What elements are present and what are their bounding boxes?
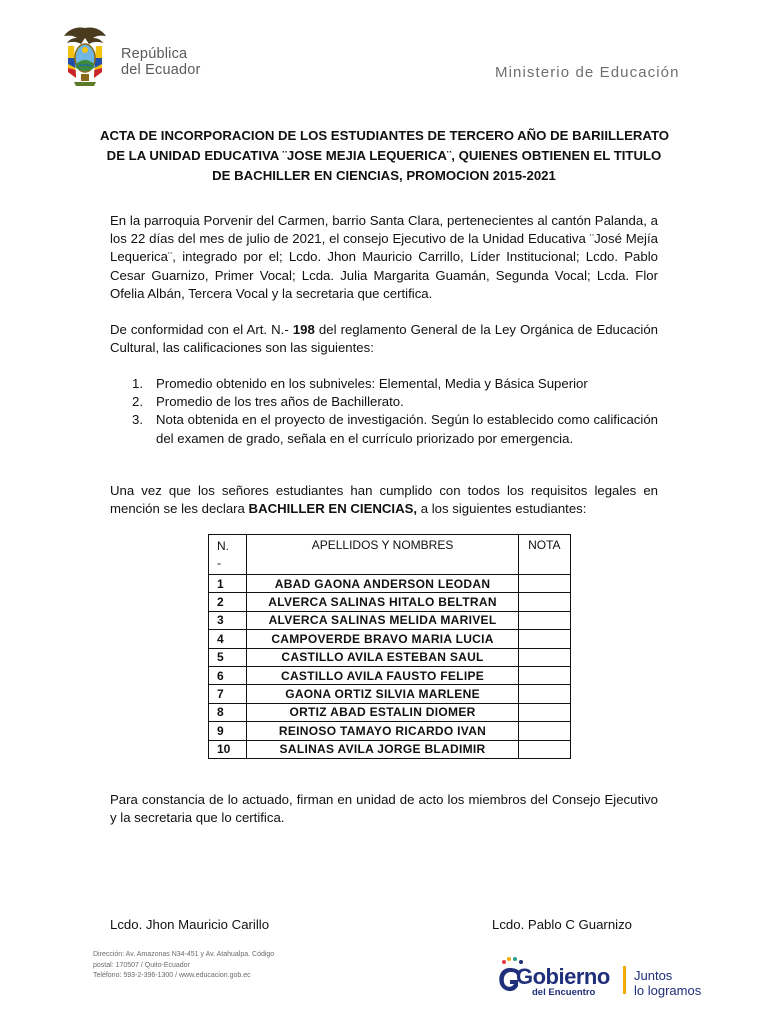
header-number: N. - [209,535,247,575]
table-row [209,648,571,666]
table-row [209,630,571,648]
gobierno-subtitle: del Encuentro [532,987,596,998]
regulation-text-before: De conformidad con el Art. N.- [110,322,293,337]
student-grade [518,648,570,666]
student-name: CASTILLO AVILA FAUSTO FELIPE [247,666,518,684]
students-table [208,534,571,759]
list-item [110,375,658,393]
list-item-text: Nota obtenida en el proyecto de investigación. Según lo establecido como calificación del examen de grado, señala en el currículo priorizado por emergencia. [156,412,658,446]
gobierno-word: Gobierno [516,964,610,989]
table-row [209,666,571,684]
address-line-3: Teléfono: 593-2-396-1300 / www.educacion.gob.ec [93,972,251,979]
closing-paragraph: Para constancia de lo actuado, firman en unidad de acto los miembros del Consejo Ejecutivo y la secretaria que lo certifica. [110,792,658,826]
row-number: 5 [209,648,247,666]
student-grade [518,740,570,758]
logo-divider [623,966,626,994]
signature-leader: Lcdo. Jhon Mauricio Carillo [110,917,270,932]
table-row [209,611,571,629]
ecuador-coat-of-arms-icon [62,24,108,88]
header-names: APELLIDOS Y NOMBRES [247,535,518,575]
row-number: 3 [209,611,247,629]
document-title [100,126,668,186]
row-number: 7 [209,685,247,703]
student-grade [518,575,570,593]
list-item-number: 3. [132,412,143,428]
table-row [209,593,571,611]
student-grade [518,685,570,703]
student-grade [518,666,570,684]
student-name: SALINAS AVILA JORGE BLADIMIR [247,740,518,758]
student-grade [518,593,570,611]
student-name: GAONA ORTIZ SILVIA MARLENE [247,685,518,703]
list-item [110,393,658,411]
signature-first-vocal: Lcdo. Pablo C Guarnizo [492,917,633,932]
student-name: REINOSO TAMAYO RICARDO IVAN [247,722,518,740]
student-grade [518,703,570,721]
student-grade [518,630,570,648]
table-row [209,685,571,703]
student-name: CAMPOVERDE BRAVO MARIA LUCIA [247,630,518,648]
table-row [209,722,571,740]
republic-name-line1: República [121,46,188,62]
row-number: 2 [209,593,247,611]
regulation-text-after: del reglamento General de la Ley Orgánica de Educación Cultural, las calificaciones son las siguientes: [110,322,658,356]
student-name: CASTILLO AVILA ESTEBAN SAUL [247,648,518,666]
row-number: 6 [209,666,247,684]
title-line-3: DE BACHILLER EN CIENCIAS, PROMOCION 2015-2021 [212,168,556,183]
regulation-paragraph [110,321,658,357]
declaration-paragraph [110,482,658,518]
table-header-row [209,535,571,575]
title-line-1: ACTA DE INCORPORACION DE LOS ESTUDIANTES DE TERCERO AÑO DE BARIILLERATO [100,128,670,143]
list-item-number: 2. [132,394,143,410]
list-item-text: Promedio de los tres años de Bachillerato. [156,394,404,410]
student-name: ORTIZ ABAD ESTALIN DIOMER [247,703,518,721]
ministry-name: Ministerio de Educación [495,64,680,81]
list-item-text: Promedio obtenido en los subniveles: Elemental, Media y Básica Superior [156,376,588,391]
address-line-1: Dirección: Av. Amazonas N34-451 y Av. Atahualpa. Código [93,951,275,958]
intro-paragraph: En la parroquia Porvenir del Carmen, barrio Santa Clara, pertenecientes al cantón Palanda, a los 22 días del mes de julio de 2021, el consejo Ejecutivo de la Unidad Educativa ¨José Mejía Lequerica¨, integrado por el; Lcdo. Jhon Mauricio Carrillo, Líder Institucional; Lcdo. Pablo Cesar Guarnizo, Primer Vocal; Lcda. Julia Margarita Guamán, Segunda Vocal; Lcda. Flor Ofelia Albán, Tercera Vocal y la secretaria que certifica. [110,213,658,301]
slogan-line-2: lo logramos [634,983,702,998]
degree-name: BACHILLER EN CIENCIAS, [248,501,418,517]
header-grade: NOTA [518,535,570,575]
row-number: 9 [209,722,247,740]
address-line-2: postal: 170507 / Quito-Ecuador [93,961,190,969]
row-number: 4 [209,630,247,648]
list-item-number: 1. [132,376,143,391]
declaration-text-after: a los siguientes estudiantes: [417,501,587,517]
student-name: ALVERCA SALINAS HITALO BELTRAN [247,593,518,611]
table-row [209,575,571,593]
row-number: 10 [209,740,247,758]
slogan-line-1: Juntos [634,968,673,983]
table-row [209,703,571,721]
declaration-text-before: Una vez que los señores estudiantes han cumplido con todos los requisitos legales en mención se les declara [110,483,658,517]
row-number: 8 [209,703,247,721]
title-line-2: DE LA UNIDAD EDUCATIVA ¨JOSE MEJIA LEQUERICA¨, QUIENES OBTIENEN EL TITULO [106,148,662,163]
table-row [209,740,571,758]
republic-name-line2: del Ecuador [121,62,201,78]
row-number: 1 [209,575,247,593]
student-grade [518,611,570,629]
footer-address [93,950,338,982]
student-name: ALVERCA SALINAS MELIDA MARIVEL [247,611,518,629]
criteria-list [110,375,658,448]
student-grade [518,722,570,740]
list-item [110,411,658,447]
student-name: ABAD GAONA ANDERSON LEODAN [247,575,518,593]
article-number: 198 [292,322,315,337]
